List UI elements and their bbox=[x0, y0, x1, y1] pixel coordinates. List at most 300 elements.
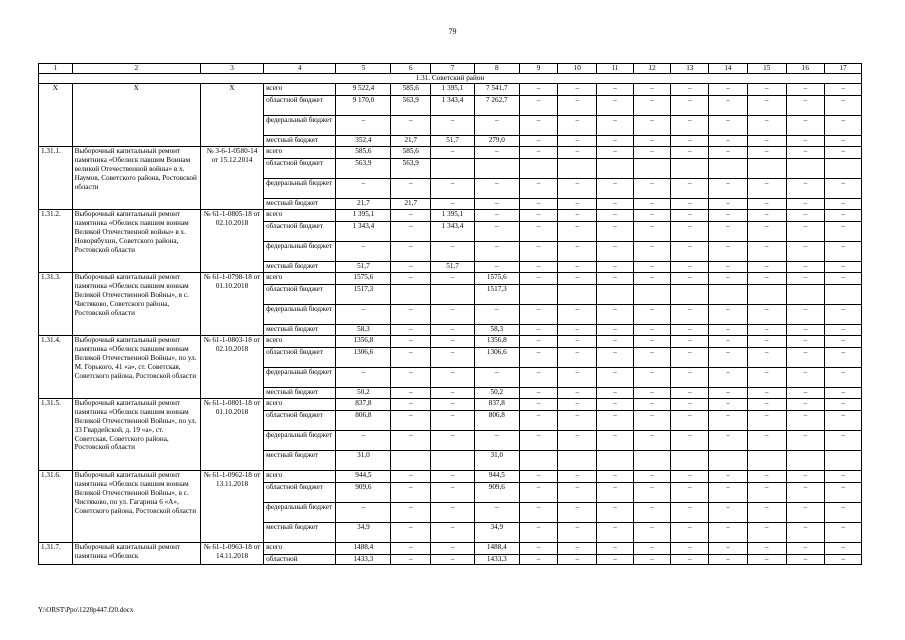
amount-cell: – bbox=[709, 502, 748, 522]
funding-source: федеральный бюджет bbox=[264, 115, 336, 135]
amount-cell bbox=[786, 158, 825, 178]
table-row bbox=[39, 83, 862, 95]
item-document: № 61-1-0803-18 от 02.10.2018 bbox=[200, 335, 263, 398]
amount-cell: 7 262,7 bbox=[474, 95, 519, 115]
column-number-cell: 13 bbox=[671, 64, 709, 74]
funding-source: областной бюджет bbox=[264, 347, 336, 367]
amount-cell bbox=[633, 450, 671, 470]
amount-cell: – bbox=[671, 387, 709, 398]
amount-cell: – bbox=[431, 178, 475, 198]
funding-source: местный бюджет bbox=[264, 324, 336, 335]
amount-cell: – bbox=[558, 261, 597, 272]
amount-cell: – bbox=[558, 135, 597, 146]
amount-cell bbox=[391, 284, 431, 304]
amount-cell: – bbox=[391, 482, 431, 502]
amount-cell: – bbox=[747, 430, 786, 450]
funding-source: местный бюджет bbox=[264, 450, 336, 470]
amount-cell: – bbox=[474, 261, 519, 272]
amount-cell: 1356,8 bbox=[336, 335, 391, 347]
amount-cell: – bbox=[391, 387, 431, 398]
amount-cell: – bbox=[597, 554, 634, 564]
amount-cell: – bbox=[558, 542, 597, 554]
amount-cell: – bbox=[709, 178, 748, 198]
amount-cell: – bbox=[671, 198, 709, 209]
amount-cell bbox=[597, 158, 634, 178]
table-row bbox=[39, 335, 862, 347]
amount-cell: – bbox=[391, 542, 431, 554]
amount-cell: – bbox=[597, 522, 634, 542]
amount-cell: 7 541,7 bbox=[474, 83, 519, 95]
amount-cell: – bbox=[633, 115, 671, 135]
funding-source: областной бюджет bbox=[264, 482, 336, 502]
item-number: 1.31.1. bbox=[39, 146, 73, 209]
funding-source: местный бюджет bbox=[264, 135, 336, 146]
amount-cell: – bbox=[633, 470, 671, 482]
amount-cell: – bbox=[786, 261, 825, 272]
item-document: № 61-1-0798-18 от 01.10.2018 bbox=[200, 272, 263, 335]
amount-cell: – bbox=[747, 83, 786, 95]
amount-cell: – bbox=[336, 115, 391, 135]
amount-cell: – bbox=[671, 324, 709, 335]
amount-cell: – bbox=[597, 221, 634, 241]
amount-cell: – bbox=[558, 272, 597, 284]
amount-cell: – bbox=[633, 324, 671, 335]
amount-cell: – bbox=[709, 398, 748, 410]
column-number-cell: 1 bbox=[39, 64, 73, 74]
amount-cell: – bbox=[597, 83, 634, 95]
amount-cell: – bbox=[558, 522, 597, 542]
column-number-cell: 8 bbox=[474, 64, 519, 74]
amount-cell: – bbox=[558, 95, 597, 115]
amount-cell: – bbox=[825, 209, 862, 221]
amount-cell: 1517,3 bbox=[336, 284, 391, 304]
funding-source: всего bbox=[264, 146, 336, 158]
amount-cell: – bbox=[431, 146, 475, 158]
amount-cell: – bbox=[786, 115, 825, 135]
amount-cell: – bbox=[633, 522, 671, 542]
amount-cell: 21,7 bbox=[336, 198, 391, 209]
amount-cell: – bbox=[747, 115, 786, 135]
amount-cell: – bbox=[633, 241, 671, 261]
amount-cell: – bbox=[519, 324, 558, 335]
amount-cell: – bbox=[671, 367, 709, 387]
amount-cell: – bbox=[747, 324, 786, 335]
column-number-cell: 11 bbox=[597, 64, 634, 74]
amount-cell: – bbox=[431, 482, 475, 502]
amount-cell: – bbox=[474, 178, 519, 198]
amount-cell bbox=[671, 450, 709, 470]
amount-cell: – bbox=[336, 178, 391, 198]
amount-cell: – bbox=[519, 335, 558, 347]
amount-cell: – bbox=[786, 347, 825, 367]
amount-cell: – bbox=[633, 221, 671, 241]
budget-table bbox=[38, 63, 862, 565]
amount-cell: – bbox=[709, 304, 748, 324]
item-name: Выборочный капитальный ремонт памятника «Обелиск павшим Воинам великой Отечественной войны» в х. Наумов, Советского района, Ростовской области bbox=[72, 146, 200, 209]
amount-cell: – bbox=[597, 410, 634, 430]
amount-cell: – bbox=[558, 115, 597, 135]
amount-cell: – bbox=[474, 367, 519, 387]
amount-cell: – bbox=[825, 502, 862, 522]
amount-cell: – bbox=[633, 554, 671, 564]
table-row bbox=[39, 542, 862, 554]
amount-cell: – bbox=[431, 335, 475, 347]
amount-cell: – bbox=[519, 398, 558, 410]
funding-source: всего bbox=[264, 209, 336, 221]
column-number-cell: 15 bbox=[747, 64, 786, 74]
amount-cell: – bbox=[747, 198, 786, 209]
amount-cell: – bbox=[597, 272, 634, 284]
funding-source: областной бюджет bbox=[264, 95, 336, 115]
amount-cell: – bbox=[747, 178, 786, 198]
column-number-cell: 10 bbox=[558, 64, 597, 74]
amount-cell: – bbox=[786, 502, 825, 522]
item-name: Выборочный капитальный ремонт памятника «Обелиск павшим воинам Великой Отечественной Войны», по ул. М. Горького, 41 «а», ст. Советская, Советского района, Ростовской области bbox=[72, 335, 200, 398]
amount-cell: – bbox=[747, 221, 786, 241]
amount-cell: – bbox=[391, 304, 431, 324]
funding-source: федеральный бюджет bbox=[264, 241, 336, 261]
amount-cell: – bbox=[825, 221, 862, 241]
amount-cell: – bbox=[786, 387, 825, 398]
amount-cell: 585,6 bbox=[391, 83, 431, 95]
amount-cell: – bbox=[747, 241, 786, 261]
amount-cell: – bbox=[431, 367, 475, 387]
amount-cell: – bbox=[431, 398, 475, 410]
amount-cell: – bbox=[633, 502, 671, 522]
amount-cell: 9 170,0 bbox=[336, 95, 391, 115]
amount-cell: – bbox=[786, 470, 825, 482]
amount-cell: – bbox=[825, 522, 862, 542]
amount-cell: – bbox=[825, 304, 862, 324]
amount-cell bbox=[633, 158, 671, 178]
funding-source: федеральный бюджет bbox=[264, 430, 336, 450]
amount-cell: 1 343,4 bbox=[336, 221, 391, 241]
amount-cell: – bbox=[747, 209, 786, 221]
amount-cell bbox=[519, 158, 558, 178]
amount-cell: – bbox=[431, 387, 475, 398]
amount-cell: – bbox=[431, 554, 475, 564]
item-number: 1.31.4. bbox=[39, 335, 73, 398]
amount-cell: – bbox=[519, 178, 558, 198]
amount-cell: – bbox=[558, 554, 597, 564]
amount-cell: – bbox=[709, 430, 748, 450]
section-title: 1.31. Советский район bbox=[39, 74, 862, 84]
amount-cell: – bbox=[558, 221, 597, 241]
amount-cell: – bbox=[786, 95, 825, 115]
amount-cell bbox=[747, 450, 786, 470]
item-number: Х bbox=[39, 83, 73, 146]
amount-cell: – bbox=[519, 430, 558, 450]
amount-cell: – bbox=[709, 209, 748, 221]
amount-cell: – bbox=[336, 304, 391, 324]
amount-cell: 1356,8 bbox=[474, 335, 519, 347]
amount-cell bbox=[519, 450, 558, 470]
amount-cell: – bbox=[786, 209, 825, 221]
item-number: 1.31.3. bbox=[39, 272, 73, 335]
amount-cell: – bbox=[825, 324, 862, 335]
amount-cell: 1306,6 bbox=[336, 347, 391, 367]
column-number-cell: 2 bbox=[72, 64, 200, 74]
amount-cell: – bbox=[597, 241, 634, 261]
item-name: Х bbox=[72, 83, 200, 146]
amount-cell: – bbox=[519, 347, 558, 367]
column-number-cell: 3 bbox=[200, 64, 263, 74]
funding-source: местный бюджет bbox=[264, 522, 336, 542]
amount-cell: – bbox=[633, 387, 671, 398]
table-row bbox=[39, 146, 862, 158]
amount-cell: – bbox=[786, 522, 825, 542]
section-title-row bbox=[39, 74, 862, 84]
amount-cell: 1 395,1 bbox=[431, 209, 475, 221]
amount-cell: – bbox=[747, 482, 786, 502]
amount-cell: – bbox=[633, 398, 671, 410]
amount-cell bbox=[597, 450, 634, 470]
funding-source: областной бюджет bbox=[264, 158, 336, 178]
amount-cell: 909,6 bbox=[474, 482, 519, 502]
amount-cell: – bbox=[597, 335, 634, 347]
column-number-cell: 6 bbox=[391, 64, 431, 74]
amount-cell: 909,6 bbox=[336, 482, 391, 502]
amount-cell: – bbox=[633, 135, 671, 146]
amount-cell: – bbox=[519, 83, 558, 95]
amount-cell: – bbox=[558, 241, 597, 261]
amount-cell: 1 343,4 bbox=[431, 221, 475, 241]
amount-cell: – bbox=[709, 470, 748, 482]
item-name: Выборочный капитальный ремонт памятника «Обелиск павшим воинам Великой Отечественной Войны», в с. Чистяково, Советского района, Ростовской области bbox=[72, 272, 200, 335]
amount-cell: – bbox=[597, 482, 634, 502]
amount-cell: 31,0 bbox=[336, 450, 391, 470]
amount-cell: – bbox=[825, 482, 862, 502]
amount-cell: – bbox=[519, 198, 558, 209]
amount-cell: – bbox=[786, 482, 825, 502]
table-row bbox=[39, 398, 862, 410]
amount-cell: 1433,3 bbox=[336, 554, 391, 564]
amount-cell: – bbox=[671, 95, 709, 115]
column-number-row bbox=[39, 64, 862, 74]
amount-cell: – bbox=[825, 398, 862, 410]
amount-cell: – bbox=[747, 398, 786, 410]
item-name: Выборочный капитальный ремонт памятника «Обелиск павшим воинам Великой Отечественной Войны», по ул. 33 Гвардейской, д. 19 «а», ст. Советская, Советского района, Ростовской области bbox=[72, 398, 200, 470]
amount-cell: 51,7 bbox=[431, 135, 475, 146]
amount-cell: – bbox=[391, 178, 431, 198]
amount-cell: – bbox=[391, 367, 431, 387]
amount-cell: 1575,6 bbox=[336, 272, 391, 284]
item-number: 1.31.5. bbox=[39, 398, 73, 470]
funding-source: областной бюджет bbox=[264, 221, 336, 241]
amount-cell: – bbox=[786, 554, 825, 564]
amount-cell: – bbox=[709, 221, 748, 241]
amount-cell: – bbox=[825, 178, 862, 198]
column-number-cell: 5 bbox=[336, 64, 391, 74]
amount-cell bbox=[391, 450, 431, 470]
amount-cell: – bbox=[474, 502, 519, 522]
amount-cell: – bbox=[519, 554, 558, 564]
amount-cell: – bbox=[474, 430, 519, 450]
amount-cell: – bbox=[391, 398, 431, 410]
amount-cell: – bbox=[825, 367, 862, 387]
amount-cell: – bbox=[391, 430, 431, 450]
amount-cell: – bbox=[747, 387, 786, 398]
amount-cell: – bbox=[709, 482, 748, 502]
amount-cell: – bbox=[597, 198, 634, 209]
item-document: Х bbox=[200, 83, 263, 146]
amount-cell: – bbox=[558, 502, 597, 522]
amount-cell: – bbox=[709, 146, 748, 158]
amount-cell: – bbox=[474, 221, 519, 241]
amount-cell: – bbox=[597, 324, 634, 335]
amount-cell: – bbox=[431, 542, 475, 554]
amount-cell: 34,9 bbox=[474, 522, 519, 542]
amount-cell: – bbox=[391, 221, 431, 241]
amount-cell: – bbox=[633, 430, 671, 450]
amount-cell: – bbox=[747, 542, 786, 554]
item-number: 1.31.6. bbox=[39, 470, 73, 542]
amount-cell: – bbox=[391, 272, 431, 284]
amount-cell: – bbox=[709, 387, 748, 398]
amount-cell: – bbox=[558, 209, 597, 221]
amount-cell: – bbox=[786, 178, 825, 198]
amount-cell: – bbox=[825, 410, 862, 430]
amount-cell: – bbox=[709, 522, 748, 542]
amount-cell: – bbox=[671, 554, 709, 564]
amount-cell: – bbox=[597, 387, 634, 398]
amount-cell: – bbox=[391, 554, 431, 564]
item-name: Выборочный капитальный ремонт памятника «Обелиск bbox=[72, 542, 200, 564]
amount-cell: – bbox=[825, 241, 862, 261]
amount-cell bbox=[431, 158, 475, 178]
funding-source: областной бюджет bbox=[264, 284, 336, 304]
amount-cell: – bbox=[671, 398, 709, 410]
amount-cell: – bbox=[825, 261, 862, 272]
funding-source: федеральный бюджет bbox=[264, 367, 336, 387]
funding-source: местный бюджет bbox=[264, 198, 336, 209]
amount-cell bbox=[747, 158, 786, 178]
amount-cell: 1 395,1 bbox=[336, 209, 391, 221]
amount-cell bbox=[671, 158, 709, 178]
amount-cell: – bbox=[747, 304, 786, 324]
column-number-cell: 9 bbox=[519, 64, 558, 74]
amount-cell: – bbox=[633, 367, 671, 387]
amount-cell: – bbox=[597, 502, 634, 522]
amount-cell: – bbox=[825, 146, 862, 158]
amount-cell: – bbox=[825, 430, 862, 450]
funding-source: всего bbox=[264, 542, 336, 554]
amount-cell: – bbox=[519, 209, 558, 221]
amount-cell: – bbox=[786, 398, 825, 410]
amount-cell: – bbox=[747, 135, 786, 146]
funding-source: местный бюджет bbox=[264, 387, 336, 398]
amount-cell bbox=[558, 450, 597, 470]
amount-cell: 31,0 bbox=[474, 450, 519, 470]
funding-source: всего bbox=[264, 272, 336, 284]
amount-cell: – bbox=[558, 398, 597, 410]
amount-cell: – bbox=[431, 115, 475, 135]
funding-source: федеральный бюджет bbox=[264, 502, 336, 522]
amount-cell: – bbox=[431, 470, 475, 482]
amount-cell: – bbox=[633, 178, 671, 198]
amount-cell: – bbox=[474, 115, 519, 135]
amount-cell: – bbox=[633, 347, 671, 367]
column-number-cell: 12 bbox=[633, 64, 671, 74]
amount-cell: – bbox=[825, 198, 862, 209]
amount-cell: – bbox=[747, 522, 786, 542]
page-number: 79 bbox=[448, 27, 457, 36]
amount-cell: – bbox=[558, 324, 597, 335]
amount-cell: 563,9 bbox=[391, 158, 431, 178]
amount-cell: – bbox=[786, 135, 825, 146]
item-document: № 3-6-1-0580-14 от 15.12.2014 bbox=[200, 146, 263, 209]
amount-cell: – bbox=[825, 542, 862, 554]
amount-cell: 21,7 bbox=[391, 198, 431, 209]
amount-cell: – bbox=[671, 83, 709, 95]
amount-cell: – bbox=[519, 261, 558, 272]
amount-cell: – bbox=[431, 430, 475, 450]
funding-source: федеральный бюджет bbox=[264, 178, 336, 198]
amount-cell: 279,0 bbox=[474, 135, 519, 146]
amount-cell: – bbox=[633, 482, 671, 502]
amount-cell: – bbox=[431, 324, 475, 335]
amount-cell: – bbox=[671, 135, 709, 146]
amount-cell: – bbox=[597, 542, 634, 554]
amount-cell: – bbox=[671, 542, 709, 554]
amount-cell: – bbox=[597, 135, 634, 146]
amount-cell: 585,6 bbox=[391, 146, 431, 158]
amount-cell bbox=[431, 284, 475, 304]
amount-cell: – bbox=[336, 241, 391, 261]
amount-cell: – bbox=[709, 542, 748, 554]
funding-source: всего bbox=[264, 398, 336, 410]
amount-cell: – bbox=[336, 502, 391, 522]
amount-cell: – bbox=[519, 304, 558, 324]
amount-cell: – bbox=[633, 335, 671, 347]
amount-cell: 837,8 bbox=[336, 398, 391, 410]
amount-cell: – bbox=[671, 470, 709, 482]
amount-cell: – bbox=[825, 135, 862, 146]
amount-cell bbox=[709, 450, 748, 470]
amount-cell: – bbox=[597, 178, 634, 198]
amount-cell bbox=[597, 284, 634, 304]
amount-cell: – bbox=[671, 178, 709, 198]
amount-cell: – bbox=[597, 209, 634, 221]
amount-cell: 585,6 bbox=[336, 146, 391, 158]
amount-cell: – bbox=[474, 198, 519, 209]
amount-cell: – bbox=[825, 470, 862, 482]
amount-cell: – bbox=[709, 554, 748, 564]
amount-cell: – bbox=[671, 261, 709, 272]
amount-cell: – bbox=[431, 347, 475, 367]
amount-cell: – bbox=[431, 241, 475, 261]
amount-cell: – bbox=[519, 542, 558, 554]
amount-cell: – bbox=[747, 502, 786, 522]
amount-cell: 1 343,4 bbox=[431, 95, 475, 115]
table-row bbox=[39, 470, 862, 482]
amount-cell: – bbox=[391, 470, 431, 482]
amount-cell: – bbox=[786, 542, 825, 554]
amount-cell bbox=[558, 158, 597, 178]
amount-cell: – bbox=[431, 410, 475, 430]
amount-cell: – bbox=[519, 146, 558, 158]
amount-cell: – bbox=[671, 146, 709, 158]
amount-cell: – bbox=[519, 115, 558, 135]
amount-cell bbox=[709, 284, 748, 304]
item-name: Выборочный капитальный ремонт памятника «Обелиск павшим воинам Великой Отечественной Войны», в с. Чистяково, по ул. Гагарина 6 «А», Советского района, Ростовской области bbox=[72, 470, 200, 542]
amount-cell bbox=[825, 284, 862, 304]
amount-cell: – bbox=[747, 272, 786, 284]
amount-cell: – bbox=[391, 261, 431, 272]
amount-cell: – bbox=[597, 304, 634, 324]
amount-cell: – bbox=[786, 324, 825, 335]
column-number-cell: 14 bbox=[709, 64, 748, 74]
